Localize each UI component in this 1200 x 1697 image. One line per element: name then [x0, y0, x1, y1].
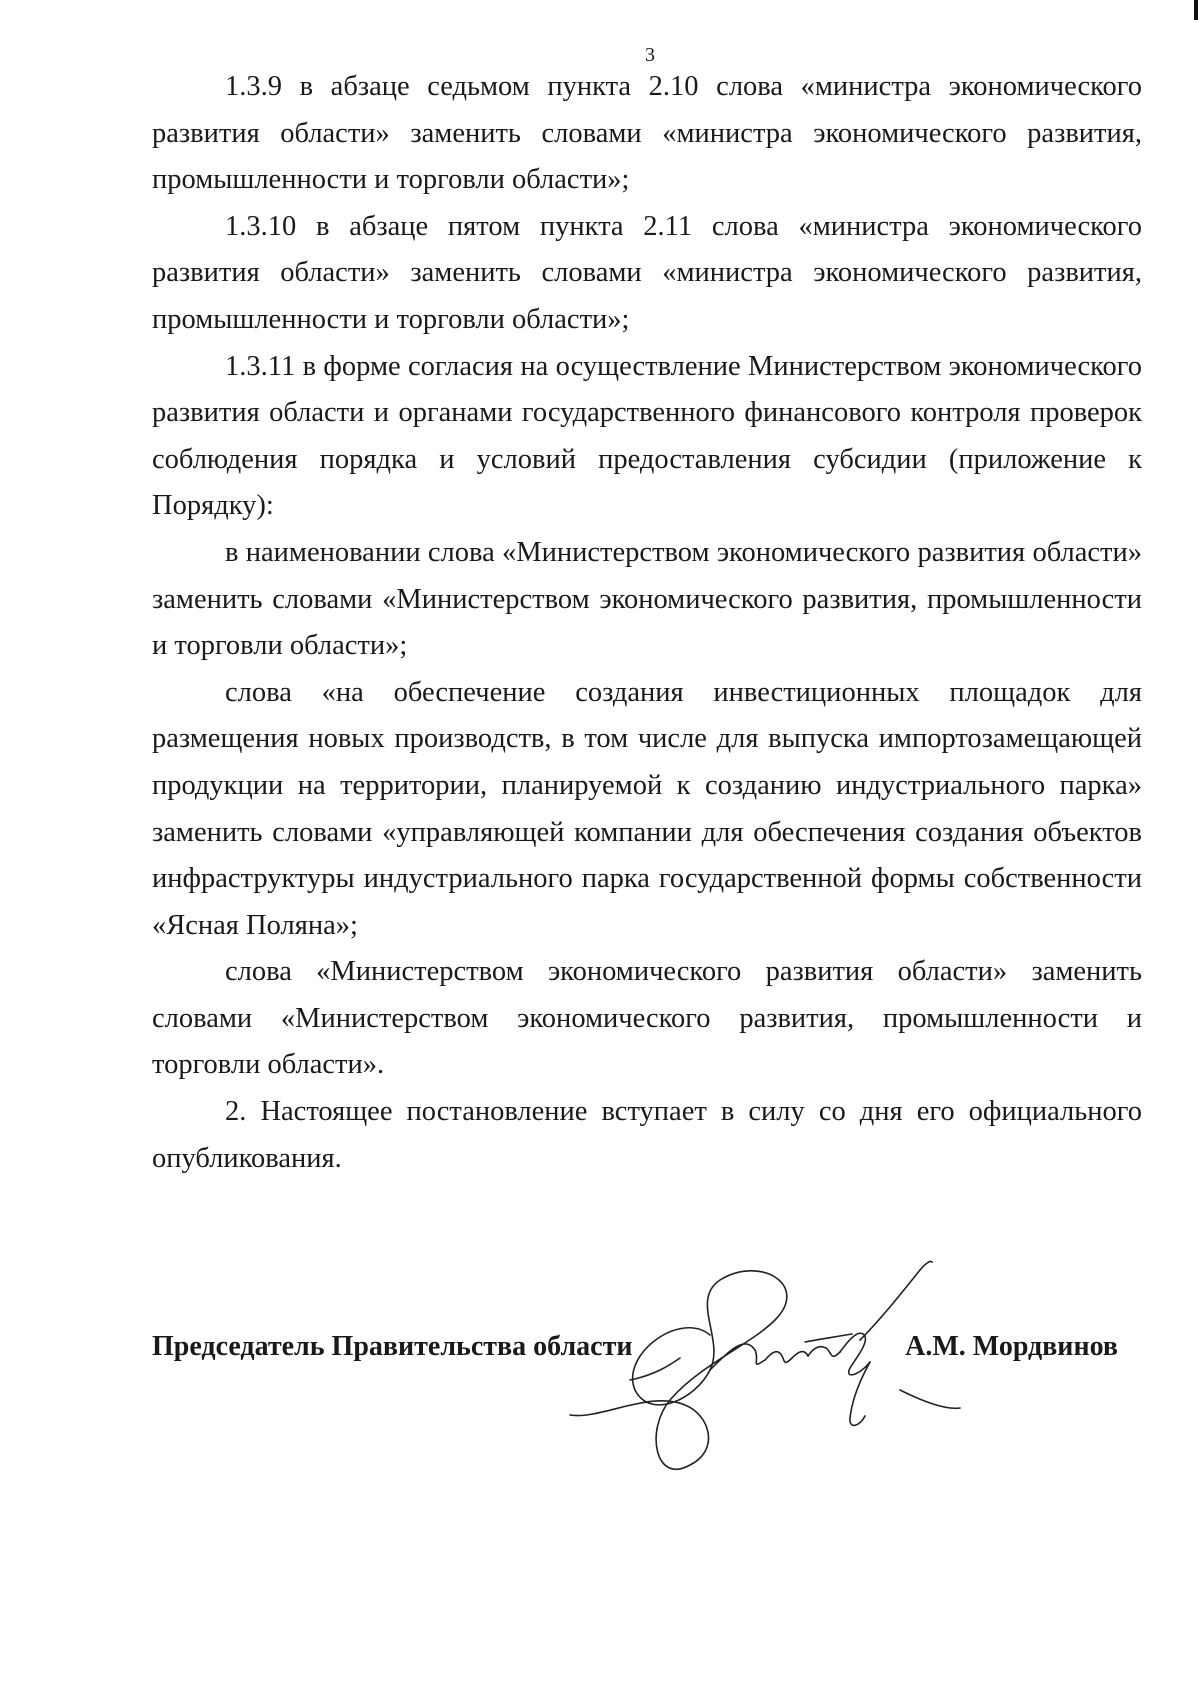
scan-edge-mark — [1192, 0, 1200, 20]
handwritten-signature — [560, 1240, 980, 1500]
signatory-name: А.М. Мордвинов — [905, 1331, 1118, 1362]
paragraph-ministry-change: слова «Министерством экономического развития области» заменить словами «Министерством экономического развития, промышленности и торговли области». — [152, 956, 1142, 1081]
paragraph-1-3-11: 1.3.11 в форме согласия на осуществление Министерством экономического развития области и органами государственного финансового контроля проверок соблюдения порядка и условий предоставления субсидии (приложение к Порядку): — [152, 350, 1142, 522]
paragraph-title-change: в наименовании слова «Министерством экономического развития области» заменить словами «Министерством экономического развития, промышленности и торговли области»; — [152, 536, 1142, 662]
signatory-title: Председатель Правительства области — [152, 1331, 633, 1362]
paragraph-1-3-10: 1.3.10 в абзаце пятом пункта 2.11 слова «министра экономического развития области» заменить словами «министра экономического развития, промышленности и торговли области»; — [152, 210, 1142, 335]
paragraph-effective-date: 2. Настоящее постановление вступает в силу со дня его официального опубликования. — [152, 1096, 1142, 1174]
page-number: 3 — [645, 44, 655, 66]
document-body — [152, 64, 1142, 1182]
paragraph-words-change: слова «на обеспечение создания инвестиционных площадок для размещения новых производств, в том числе для выпуска импортозамещающей продукции на территории, планируемой к созданию индустриального парка» заменить словами «управляющей компании для обеспечения создания объектов инфраструктуры индустриального парка государственной формы собственности «Ясная Поляна»; — [152, 676, 1142, 941]
paragraph-1-3-9: 1.3.9 в абзаце седьмом пункта 2.10 слова «министра экономического развития области» заменить словами «министра экономического развития, промышленности и торговли области»; — [152, 71, 1142, 196]
